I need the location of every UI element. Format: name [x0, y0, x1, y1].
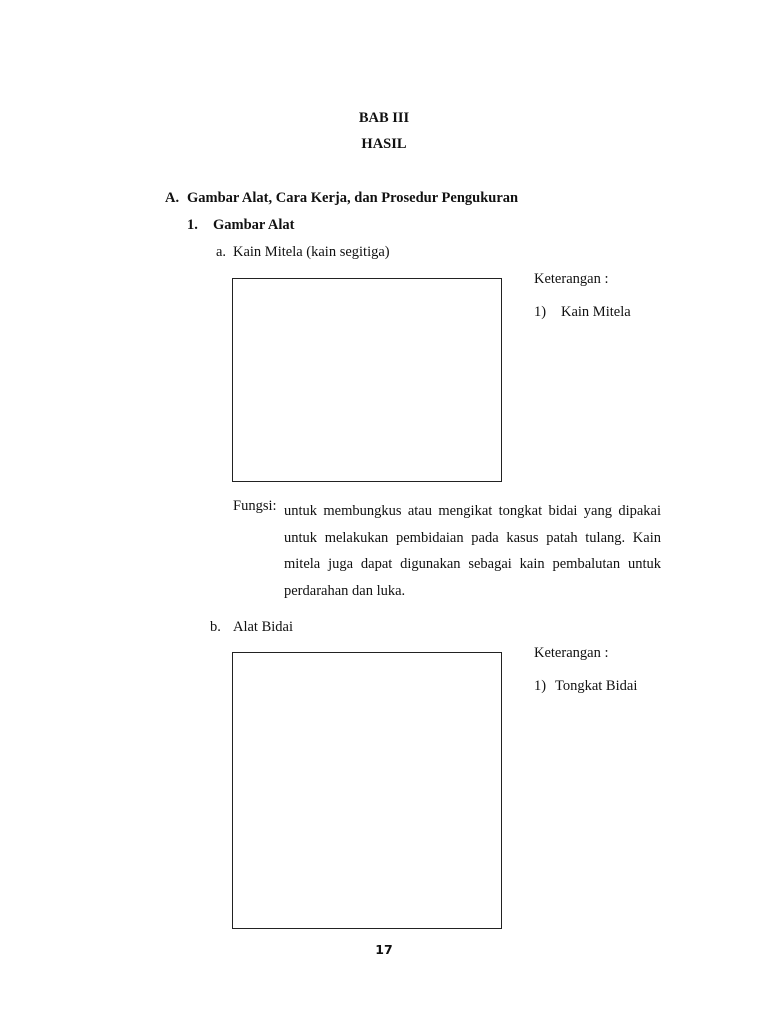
fungsi-text: untuk membungkus atau mengikat tongkat bidai yang dipakai untuk melakukan pembidaian pada kasus patah tulang. Kain mitela juga dapat digunakan sebagai kain pembalutan untuk perdarahan dan luka. — [284, 503, 661, 599]
section-title: Gambar Alat, Cara Kerja, dan Prosedur Pengukuran — [187, 190, 519, 206]
item-b-marker: b. — [210, 619, 221, 635]
image-placeholder-kain-mitela — [232, 278, 502, 482]
item-b-keterangan-label: Keterangan : — [534, 645, 609, 661]
item-a-marker: a. — [216, 244, 227, 260]
chapter-number: BAB III — [358, 110, 410, 126]
item-a-title: Kain Mitela (kain segitiga) — [233, 244, 390, 260]
item-b-keterangan-marker: 1) — [534, 678, 547, 694]
chapter-title: HASIL — [361, 136, 407, 152]
item-a-keterangan-text: Kain Mitela — [561, 304, 631, 320]
subsection-title: Gambar Alat — [213, 217, 295, 233]
fungsi-label: Fungsi: — [233, 498, 277, 514]
item-b-keterangan-text: Tongkat Bidai — [555, 678, 638, 694]
item-a-keterangan-marker: 1) — [534, 304, 547, 320]
image-placeholder-alat-bidai — [232, 652, 502, 929]
page-number: 17 — [375, 942, 393, 957]
subsection-marker: 1. — [187, 217, 198, 233]
item-a-keterangan-label: Keterangan : — [534, 271, 609, 287]
section-marker: A. — [165, 190, 180, 206]
item-b-title: Alat Bidai — [233, 619, 294, 635]
